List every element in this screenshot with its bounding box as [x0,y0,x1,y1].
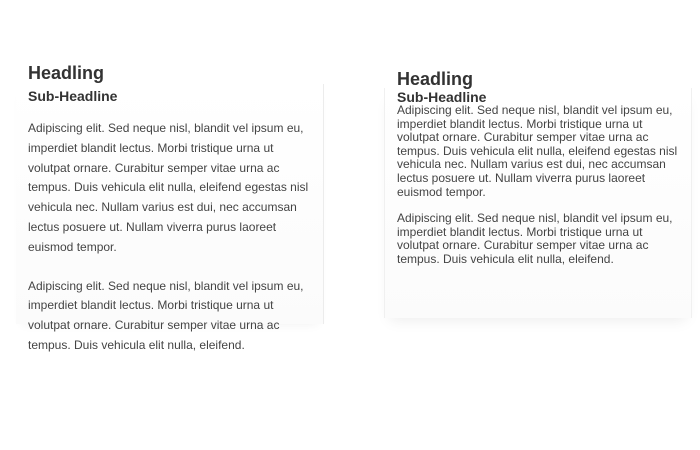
card-headline: Headling [397,69,474,89]
card-subheadline: Sub-Headline [28,88,118,104]
body-paragraph: Adipiscing elit. Sed neque nisl, blandit vel ipsum eu, imperdiet blandit lectus. Morbi tristique urna ut volutpat ornare. Curabitur semper vitae urna ac tempus. Duis vehicula elit nulla, eleifend egestas nisl vehicula nec. Nullam varius est dui, nec accumsan lectus posuere ut. Nullam viverra purus laoreet euismod tempor. [397,103,678,199]
card-subheadline: Sub-Headline [397,89,487,105]
card-content [397,68,687,267]
body-paragraph: Adipiscing elit. Sed neque nisl, blandit vel ipsum eu, imperdiet blandit lectus. Morbi tristique urna ut volutpat ornare. Curabitur semper vitae urna ac tempus. Duis vehicula elit nulla, eleifend. [397,211,673,266]
text-card-left [16,63,324,352]
card-content [28,62,318,356]
body-paragraph: Adipiscing elit. Sed neque nisl, blandit vel ipsum eu, imperdiet blandit lectus. Morbi tristique urna ut volutpat ornare. Curabitur semper vitae urna ac tempus. Duis vehicula elit nulla, eleifend. [28,278,304,352]
card-headline: Headling [28,63,105,83]
text-card-right [384,69,692,318]
body-paragraph: Adipiscing elit. Sed neque nisl, blandit vel ipsum eu, imperdiet blandit lectus. Morbi tristique urna ut volutpat ornare. Curabitur semper vitae urna ac tempus. Duis vehicula elit nulla, eleifend egestas nisl vehicula nec. Nullam varius est dui, nec accumsan lectus posuere ut. Nullam viverra purus laoreet euismod tempor. [28,121,309,254]
